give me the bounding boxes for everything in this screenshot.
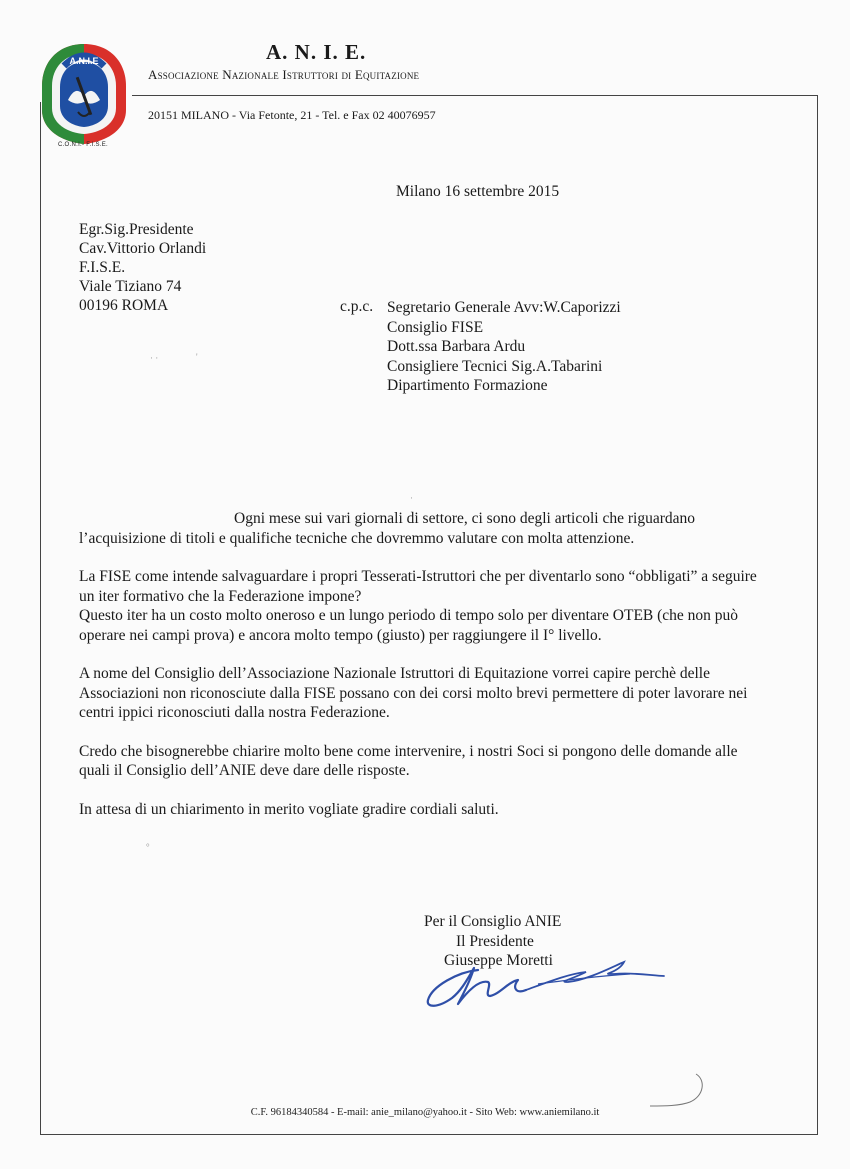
cc-line: Segretario Generale Avv:W.Caporizzi (387, 299, 621, 316)
recipient-line: 00196 ROMA (79, 297, 169, 314)
pen-mark (640, 1070, 720, 1110)
recipient-line: Viale Tiziano 74 (79, 278, 182, 295)
signature-line: Il Presidente (456, 932, 534, 950)
recipient-line: Egr.Sig.Presidente (79, 221, 194, 238)
body-paragraph: Ogni mese sui vari giornali di settore, ci sono degli articoli che riguardano l’acquisizione di titoli e qualifiche tecniche che dovremmo valutare con molta attenzione. (79, 510, 695, 547)
footer-contact: C.F. 96184340584 - E-mail: anie_milano@yahoo.it - Sito Web: www.aniemilano.it (250, 1107, 600, 1118)
cc-line: Consiglio FISE (387, 318, 484, 336)
recipient-line: F.I.S.E. (79, 259, 126, 276)
cc-line: Dipartimento Formazione (387, 377, 548, 394)
org-address: 20151 MILANO - Via Fetonte, 21 - Tel. e Fax 02 40076957 (148, 108, 436, 122)
svg-text:A.N.I.E: A.N.I.E (69, 56, 99, 66)
letter-body (79, 509, 759, 838)
scan-speck: · · (150, 353, 159, 363)
body-paragraph: In attesa di un chiarimento in merito vogliate gradire cordiali saluti. (79, 800, 499, 818)
scan-speck: ' (196, 352, 198, 362)
body-paragraph: Questo iter ha un costo molto oneroso e un lungo periodo di tempo solo per diventare OTEB (che non può operare nei campi prova) e ancora molto tempo (giusto) per raggiungere il I° livello. (79, 607, 739, 644)
org-title: A. N. I. E. (266, 40, 367, 64)
signature-line: Giuseppe Moretti (444, 952, 553, 969)
handwritten-signature (418, 952, 668, 1017)
cc-label: c.p.c. (340, 298, 374, 315)
cc-line: Dott.ssa Barbara Ardu (387, 338, 526, 355)
recipient-line: Cav.Vittorio Orlandi (79, 240, 207, 257)
recipient-block (79, 220, 206, 315)
cc-list (387, 298, 621, 396)
body-paragraph: A nome del Consiglio dell’Associazione Nazionale Istruttori di Equitazione vorrei capire perchè delle Associazioni non riconosciute dalla FISE possano con dei corsi molto brevi permettere di poter lavorare nei centri ippici riconosciuti dalla nostra Federazione. (79, 665, 748, 721)
anie-logo-icon (38, 40, 130, 148)
scan-speck: ° (146, 842, 150, 852)
body-paragraph: Credo che bisognerebbe chiarire molto bene come intervenire, i nostri Soci si pongono delle domande alle quali il Consiglio dell’ANIE deve dare delle risposte. (79, 742, 738, 779)
letter-date: Milano 16 settembre 2015 (396, 183, 560, 200)
signature-line: Per il Consiglio ANIE (424, 913, 562, 930)
body-paragraph: La FISE come intende salvaguardare i propri Tesserati-Istruttori che per diventarlo sono “obbligati” a seguire un iter formativo che la Federazione impone? (79, 568, 757, 605)
org-name: Associazione Nazionale Istruttori di Equitazione (148, 67, 420, 82)
scan-speck: · (410, 493, 413, 503)
cc-line: Consigliere Tecnici Sig.A.Tabarini (387, 357, 603, 375)
logo-caption: C.O.N.I.- F.I.S.E. (57, 142, 109, 148)
